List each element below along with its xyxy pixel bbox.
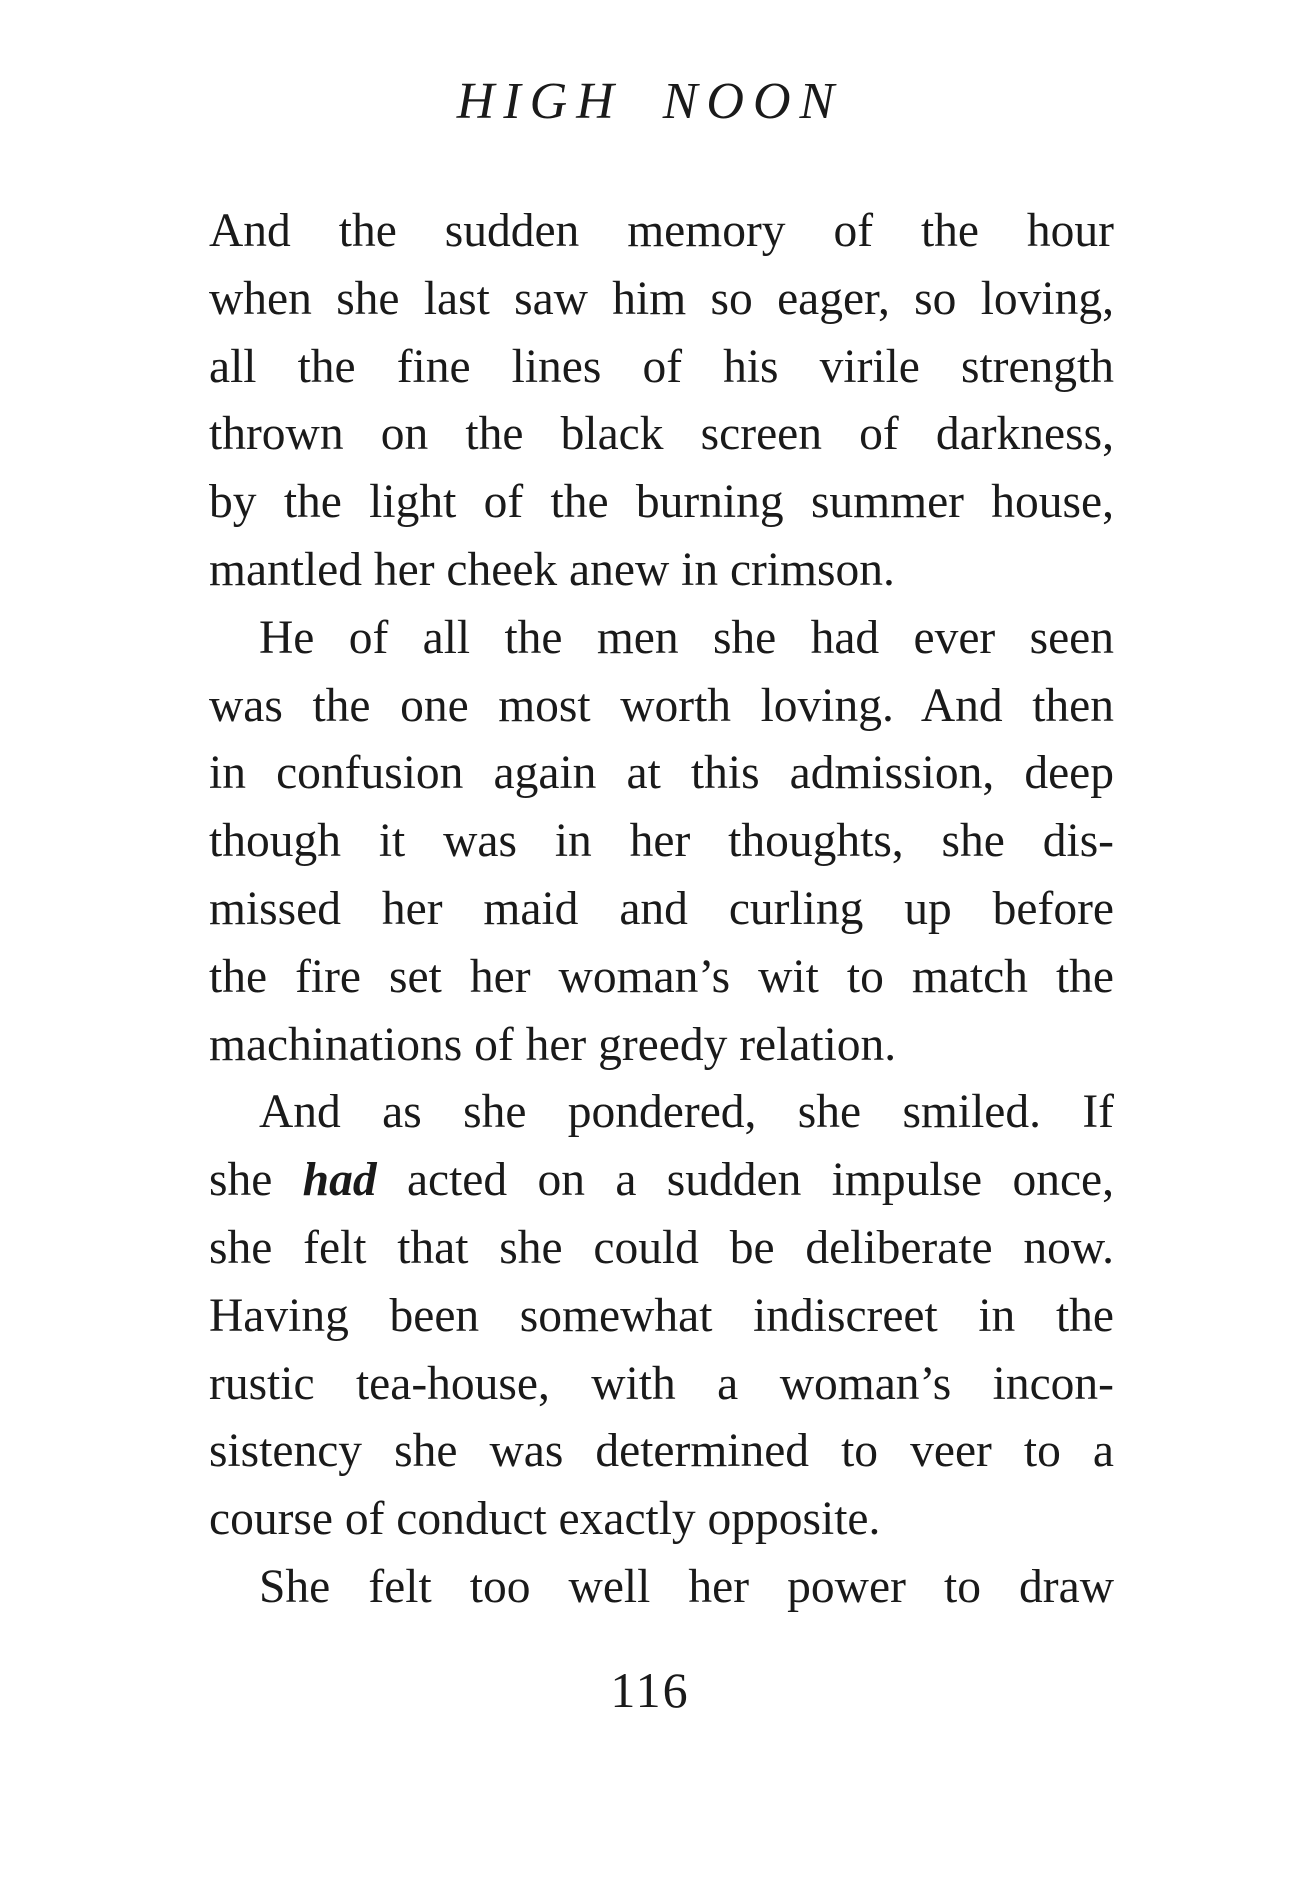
text-line: the fire set her woman’s wit to match the: [209, 950, 1114, 1003]
text-fragment: acted on a sudden impulse once,: [376, 1154, 1114, 1207]
running-head-word: NOON: [662, 73, 844, 130]
text-line: He of all the men she had ever seen: [259, 611, 1114, 664]
body-text: [209, 198, 1114, 1622]
text-line: And the sudden memory of the hour: [209, 205, 1114, 257]
text-line: course of conduct exactly opposite.: [209, 1493, 881, 1546]
text-line: though it was in her thoughts, she dis-: [209, 815, 1114, 868]
text-line: in confusion again at this admission, deep: [209, 747, 1114, 800]
text-line: all the fine lines of his virile strength: [209, 340, 1114, 393]
text-line: machinations of her greedy relation.: [209, 1018, 897, 1071]
text-line: was the one most worth loving. And then: [209, 679, 1114, 732]
text-line-with-emphasis: [209, 1147, 1114, 1215]
text-line: Having been somewhat indiscreet in the: [209, 1289, 1114, 1342]
text-line: she felt that she could be deliberate now.: [209, 1221, 1114, 1274]
text-line: by the light of the burning summer house,: [209, 476, 1114, 529]
text-line: mantled her cheek anew in crimson.: [209, 543, 895, 596]
text-line: rustic tea-house, with a woman’s incon-: [209, 1357, 1114, 1410]
running-head: [0, 73, 1300, 130]
emphasized-word: had: [302, 1154, 377, 1207]
running-head-word: HIGH: [456, 73, 623, 130]
text-line: sistency she was determined to veer to a: [209, 1425, 1114, 1478]
text-line: And as she pondered, she smiled. If: [259, 1086, 1114, 1139]
text-fragment: she: [209, 1154, 303, 1207]
page-number: 116: [610, 1662, 690, 1718]
text-line: She felt too well her power to draw: [259, 1560, 1114, 1613]
text-line: thrown on the black screen of darkness,: [209, 408, 1114, 461]
text-line: when she last saw him so eager, so loving,: [209, 272, 1114, 325]
text-line: missed her maid and curling up before: [209, 882, 1114, 935]
